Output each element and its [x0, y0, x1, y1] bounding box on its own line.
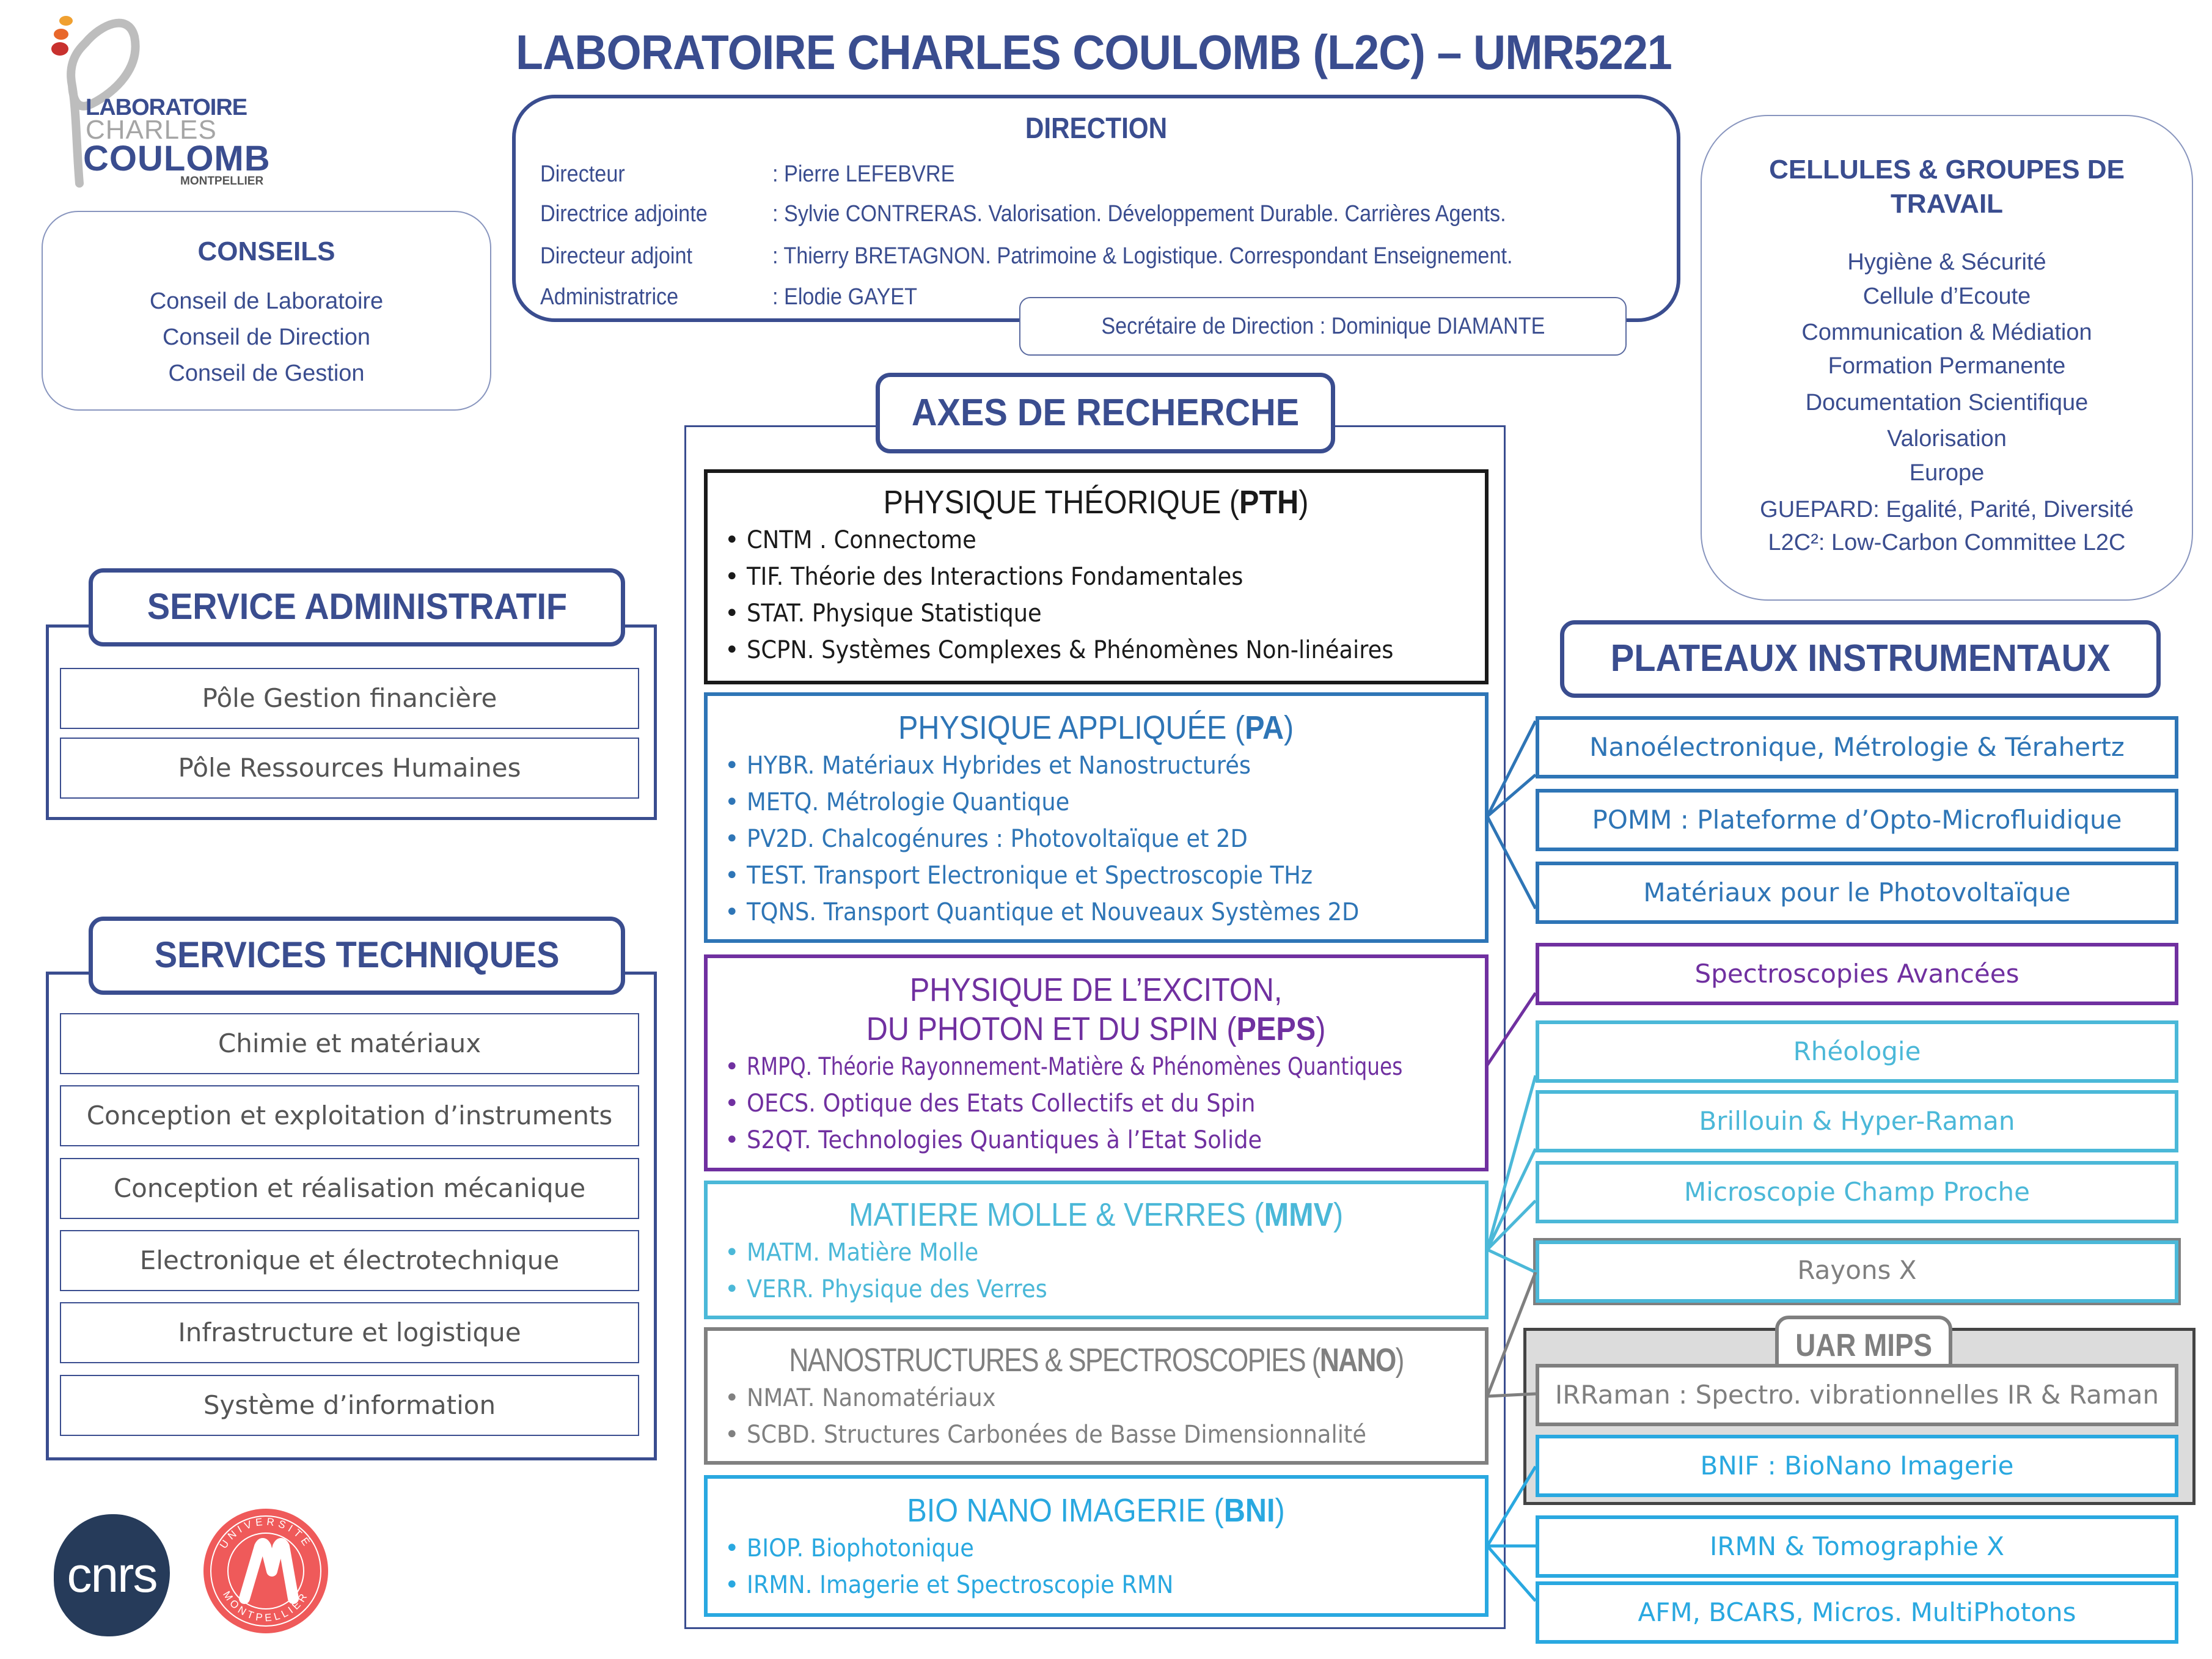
direction-person: : Pierre LEFEBVRE: [772, 161, 955, 187]
service-administratif-title: SERVICE ADMINISTRATIF: [147, 586, 567, 627]
axis-team: • OECS. Optique des Etats Collectifs et du Spin: [725, 1090, 1256, 1118]
service-item-label: Pôle Gestion financière: [202, 683, 497, 713]
plateau-label: Matériaux pour le Photovoltaïque: [1643, 877, 2071, 907]
axis-abbr: MMV: [1264, 1196, 1334, 1233]
plateau-label: Rayons X: [1797, 1255, 1917, 1285]
direction-person: : Thierry BRETAGNON. Patrimoine & Logistique. Correspondant Enseignement.: [772, 243, 1513, 269]
cellules-item: Cellule d’Ecoute: [1862, 284, 2031, 309]
plateau-label: Rhéologie: [1793, 1036, 1921, 1066]
axis-abbr: NANO: [1319, 1342, 1396, 1379]
service-item-label: Pôle Ressources Humaines: [178, 753, 521, 783]
plateau-label: Brillouin & Hyper-Raman: [1699, 1106, 2015, 1136]
direction-role: Directeur: [540, 161, 625, 187]
axis-team: • SCPN. Systèmes Complexes & Phénomènes Non-linéaires: [725, 636, 1394, 664]
logo-line-coulomb: COULOMB: [83, 139, 271, 178]
plateau-label: Microscopie Champ Proche: [1683, 1177, 2030, 1207]
axis-title: MATIERE MOLLE & VERRES (MMV): [849, 1196, 1344, 1233]
cellules-item: Formation Permanente: [1828, 353, 2066, 379]
axis-team: • S2QT. Technologies Quantiques à l’Etat Solide: [725, 1126, 1262, 1154]
axis-abbr: PA: [1245, 709, 1284, 746]
axis-abbr: PEPS: [1236, 1011, 1316, 1047]
axis-team: • TIF. Théorie des Interactions Fondamentales: [725, 563, 1243, 591]
cellules-item: Valorisation: [1887, 426, 2007, 452]
plateau-label: Nanoélectronique, Métrologie & Térahertz: [1589, 732, 2125, 762]
svg-text:MONTPELLIER: MONTPELLIER: [221, 1589, 311, 1624]
axis-abbr: BNI: [1224, 1492, 1275, 1529]
universite-montpellier-logo: [202, 1507, 330, 1635]
service-item-label: Conception et réalisation mécanique: [113, 1173, 586, 1203]
page-title: LABORATOIRE CHARLES COULOMB (L2C) – UMR5221: [516, 25, 1672, 79]
axis-title: BIO NANO IMAGERIE (BNI): [907, 1492, 1286, 1529]
axis-title: DU PHOTON ET DU SPIN (PEPS): [866, 1011, 1326, 1047]
conseils-item: Conseil de Laboratoire: [149, 288, 384, 314]
connector-line: [1487, 816, 1536, 909]
axis-team: • TEST. Transport Electronique et Spectroscopie THz: [725, 862, 1313, 890]
connector-line: [1487, 1272, 1536, 1396]
axis-team: • NMAT. Nanomatériaux: [725, 1384, 996, 1412]
axis-team: • BIOP. Biophotonique: [725, 1534, 974, 1562]
axis-title: PHYSIQUE THÉORIQUE (PTH): [884, 484, 1309, 521]
axis-abbr: PTH: [1239, 484, 1299, 521]
plateaux-title: PLATEAUX INSTRUMENTAUX: [1610, 637, 2111, 679]
axis-title-line1: PHYSIQUE DE L’EXCITON,: [910, 972, 1283, 1008]
logo-line-laboratoire: LABORATOIRE: [86, 95, 247, 120]
connector-line: [1487, 993, 1536, 1065]
logo-line-charles: CHARLES: [86, 115, 217, 145]
cellules-title: CELLULES & GROUPES DE TRAVAIL: [1769, 155, 2125, 219]
secretary-label: Secrétaire de Direction : Dominique DIAMANTE: [1101, 313, 1545, 339]
axis-team: • STAT. Physique Statistique: [725, 599, 1042, 628]
axis-team: • IRMN. Imagerie et Spectroscopie RMN: [725, 1571, 1174, 1599]
service-item-label: Chimie et matériaux: [218, 1028, 482, 1058]
cellules-item: Hygiène & Sécurité: [1847, 249, 2046, 275]
axis-team: • MATM. Matière Molle: [725, 1239, 979, 1267]
service-item-label: Infrastructure et logistique: [178, 1317, 521, 1347]
direction-title: DIRECTION: [1025, 112, 1168, 145]
service-item-label: Electronique et électrotechnique: [139, 1245, 560, 1275]
conseils-title: CONSEILS: [197, 236, 335, 266]
axis-title: PHYSIQUE APPLIQUÉE (PA): [898, 709, 1294, 746]
cellules-item: Documentation Scientifique: [1805, 390, 2089, 416]
axis-team: • METQ. Métrologie Quantique: [725, 788, 1070, 816]
connector-line: [1487, 1394, 1536, 1396]
connector-line: [1487, 775, 1536, 816]
plateau-label: POMM : Plateforme d’Opto-Microfluidique: [1592, 805, 2122, 835]
axis-team: • SCBD. Structures Carbonées de Basse Dimensionnalité: [725, 1421, 1366, 1449]
um-seal-icon: [202, 1507, 330, 1635]
axis-team: • VERR. Physique des Verres: [725, 1275, 1047, 1303]
connector-line: [1487, 1467, 1536, 1546]
axis-title: NANOSTRUCTURES & SPECTROSCOPIES (NANO): [789, 1342, 1404, 1379]
cellules-item: Communication & Médiation: [1801, 320, 2092, 345]
conseils-item: Conseil de Gestion: [168, 361, 365, 386]
uar-mips-label: UAR MIPS: [1775, 1316, 1952, 1377]
plateau-label: BNIF : BioNano Imagerie: [1700, 1451, 2014, 1481]
connector-line: [1487, 1546, 1536, 1601]
direction-person: : Sylvie CONTRERAS. Valorisation. Développement Durable. Carrières Agents.: [772, 201, 1506, 227]
axis-team: • RMPQ. Théorie Rayonnement-Matière & Phénomènes Quantiques: [725, 1053, 1403, 1081]
service-item-label: Conception et exploitation d’instruments: [86, 1101, 613, 1130]
cellules-item: L2C²: Low-Carbon Committee L2C: [1768, 530, 2126, 555]
cnrs-logo: cnrs: [54, 1514, 170, 1636]
plateau-label: AFM, BCARS, Micros. MultiPhotons: [1638, 1597, 2076, 1627]
axes-title: AXES DE RECHERCHE: [911, 392, 1300, 434]
plateau-label: IRRaman : Spectro. vibrationnelles IR & Raman: [1555, 1380, 2159, 1410]
plateau-label: Spectroscopies Avancées: [1694, 959, 2020, 989]
connector-line: [1487, 1250, 1536, 1272]
conseils-item: Conseil de Direction: [162, 324, 371, 350]
axis-team: • TQNS. Transport Quantique et Nouveaux Systèmes 2D: [725, 898, 1360, 926]
axis-team: • PV2D. Chalcogénures : Photovoltaïque et 2D: [725, 825, 1248, 853]
axis-team: • CNTM . Connectome: [725, 526, 976, 554]
logo-line-montpellier: MONTPELLIER: [180, 175, 264, 188]
axis-team: • HYBR. Matériaux Hybrides et Nanostructurés: [725, 752, 1251, 780]
direction-role: Administratrice: [540, 284, 679, 310]
connector-line: [1487, 721, 1536, 816]
direction-role: Directeur adjoint: [540, 243, 693, 269]
cellules-item: GUEPARD: Egalité, Parité, Diversité: [1760, 497, 2134, 522]
direction-person: : Elodie GAYET: [772, 284, 917, 310]
cellules-item: Europe: [1909, 460, 1985, 486]
services-techniques-title: SERVICES TECHNIQUES: [154, 934, 560, 975]
service-item-label: Système d’information: [203, 1390, 496, 1420]
svg-text:UNIVERSITÉ: UNIVERSITÉ: [218, 1515, 314, 1551]
direction-role: Directrice adjointe: [540, 201, 708, 227]
plateau-label: IRMN & Tomographie X: [1709, 1531, 2005, 1561]
